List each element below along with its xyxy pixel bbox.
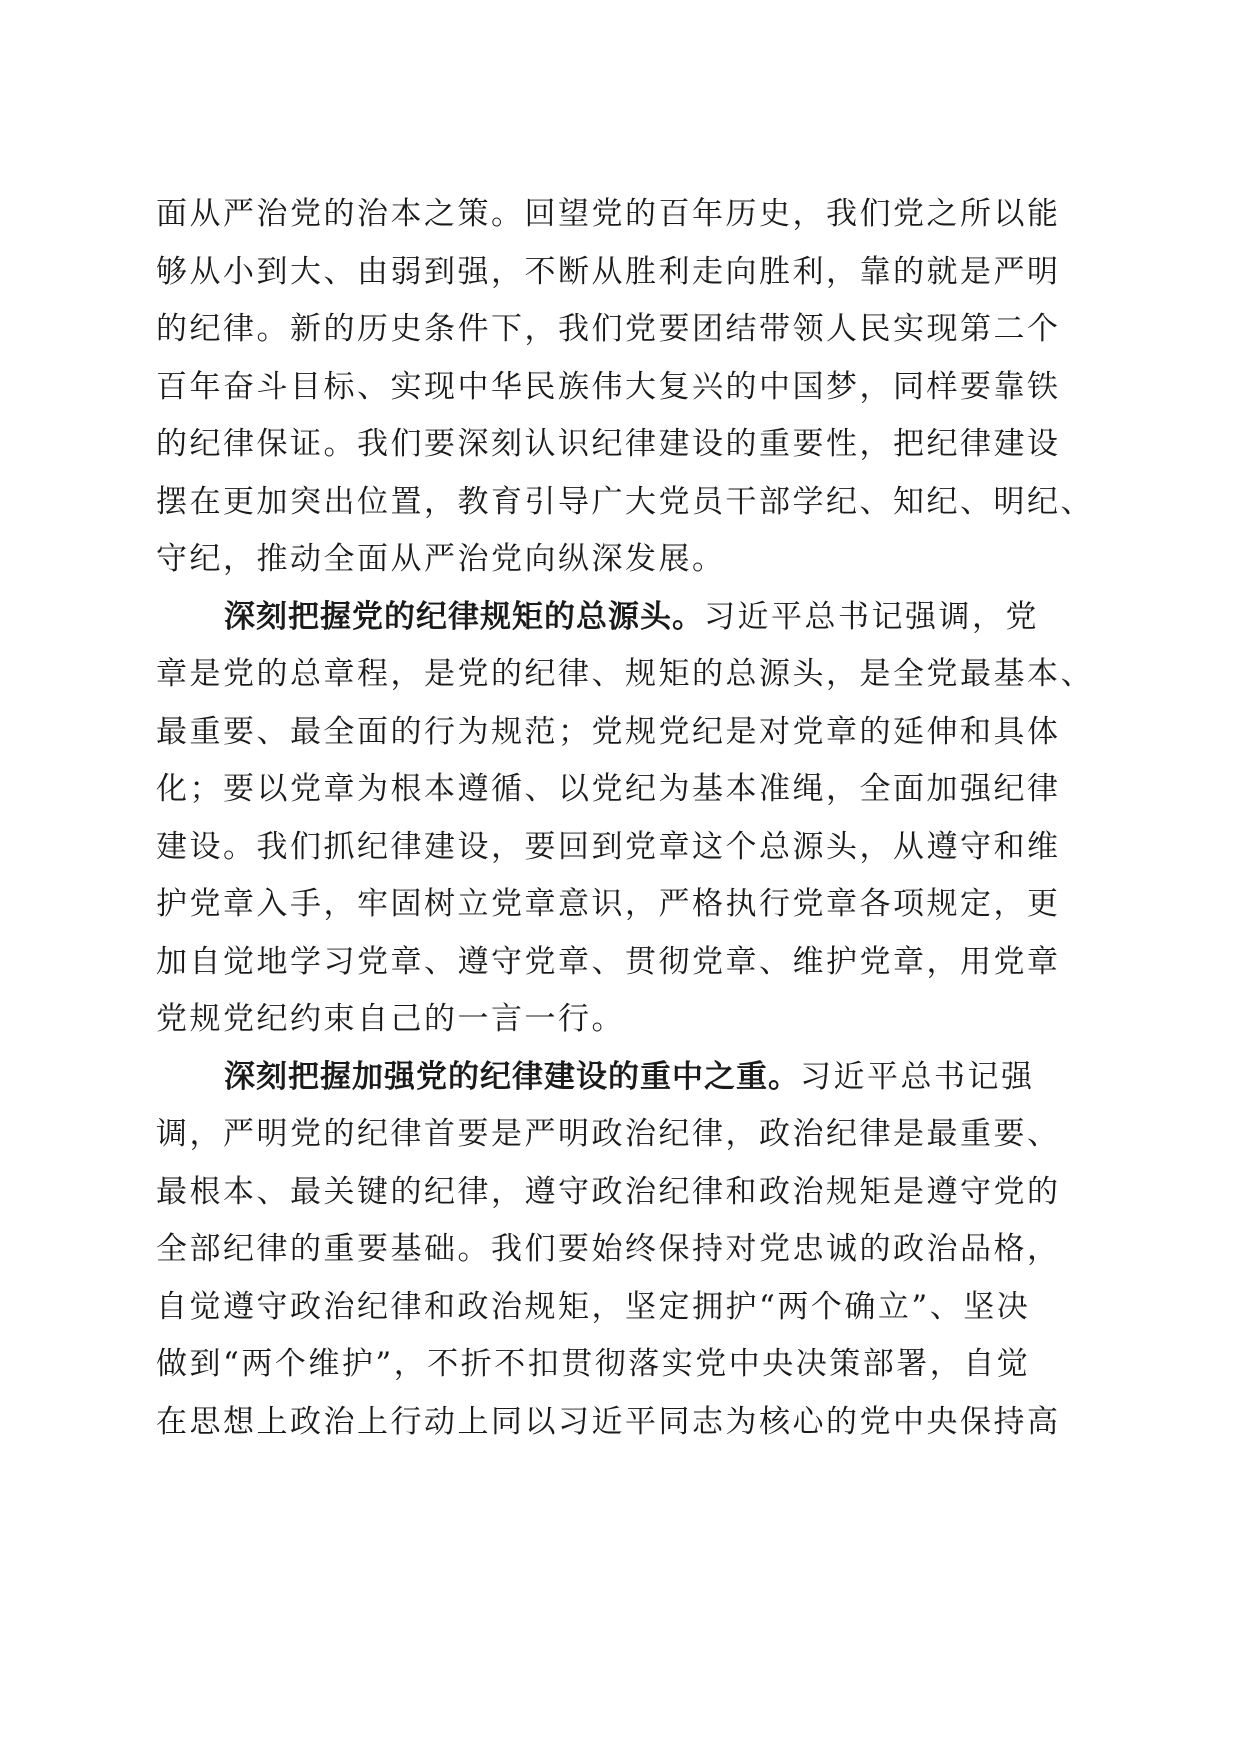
- text-line: 自觉遵守政治纪律和政治规矩，坚定拥护“两个确立”、坚决: [156, 1288, 1031, 1325]
- text-line: 党规党纪约束自己的一言一行。: [156, 1001, 625, 1037]
- text-line: 够从小到大、由弱到强，不断从胜利走向胜利，靠的就是严明: [156, 253, 1061, 290]
- text-line: 面从严治党的治本之策。回望党的百年历史，我们党之所以能: [156, 196, 1061, 232]
- paragraph-1: [156, 186, 1094, 589]
- text-line: 护党章入手，牢固树立党章意识，严格执行党章各项规定，更: [156, 886, 1061, 922]
- paragraph-first-line: [156, 1049, 1066, 1107]
- section-heading: 深刻把握加强党的纪律建设的重中之重。: [224, 1058, 800, 1095]
- text-line: 的纪律保证。我们要深刻认识纪律建设的重要性，把纪律建设: [156, 426, 1061, 462]
- text-line: 守纪，推动全面从严治党向纵深发展。: [156, 541, 726, 577]
- text-line: 摆在更加突出位置，教育引导广大党员干部学纪、知纪、明纪、: [156, 483, 1094, 520]
- paragraph-3: [156, 1049, 1066, 1452]
- text-line: 建设。我们抓纪律建设，要回到党章这个总源头，从遵守和维: [156, 828, 1061, 865]
- text-line: 全部纪律的重要基础。我们要始终保持对党忠诚的政治品格，: [156, 1231, 1061, 1267]
- text-line: 化；要以党章为根本遵循、以党纪为基本准绳，全面加强纪律: [156, 771, 1061, 807]
- section-heading: 深刻把握党的纪律规矩的总源头。: [224, 598, 704, 635]
- text-run: 习近平总书记强调，党: [704, 598, 1039, 635]
- text-line: 加自觉地学习党章、遵守党章、贯彻党章、维护党章，用党章: [156, 943, 1061, 980]
- text-line: 最重要、最全面的行为规范；党规党纪是对党章的延伸和具体: [156, 713, 1061, 750]
- text-run: 习近平总书记强: [800, 1058, 1035, 1095]
- document-body: [156, 186, 1094, 1451]
- text-line: 百年奋斗目标、实现中华民族伟大复兴的中国梦，同样要靠铁: [156, 368, 1061, 405]
- text-line: 章是党的总章程，是党的纪律、规矩的总源头，是全党最基本、: [156, 656, 1094, 692]
- text-line: 做到“两个维护”，不折不扣贯彻落实党中央决策部署，自觉: [156, 1346, 1031, 1382]
- text-line: 的纪律。新的历史条件下，我们党要团结带领人民实现第二个: [156, 311, 1061, 347]
- text-line: 在思想上政治上行动上同以习近平同志为核心的党中央保持高: [156, 1403, 1061, 1440]
- text-line: 最根本、最关键的纪律，遵守政治纪律和政治规矩是遵守党的: [156, 1173, 1061, 1210]
- text-line: 调，严明党的纪律首要是严明政治纪律，政治纪律是最重要、: [156, 1116, 1061, 1152]
- paragraph-first-line: [156, 589, 1066, 647]
- paragraph-2: [156, 589, 1094, 1049]
